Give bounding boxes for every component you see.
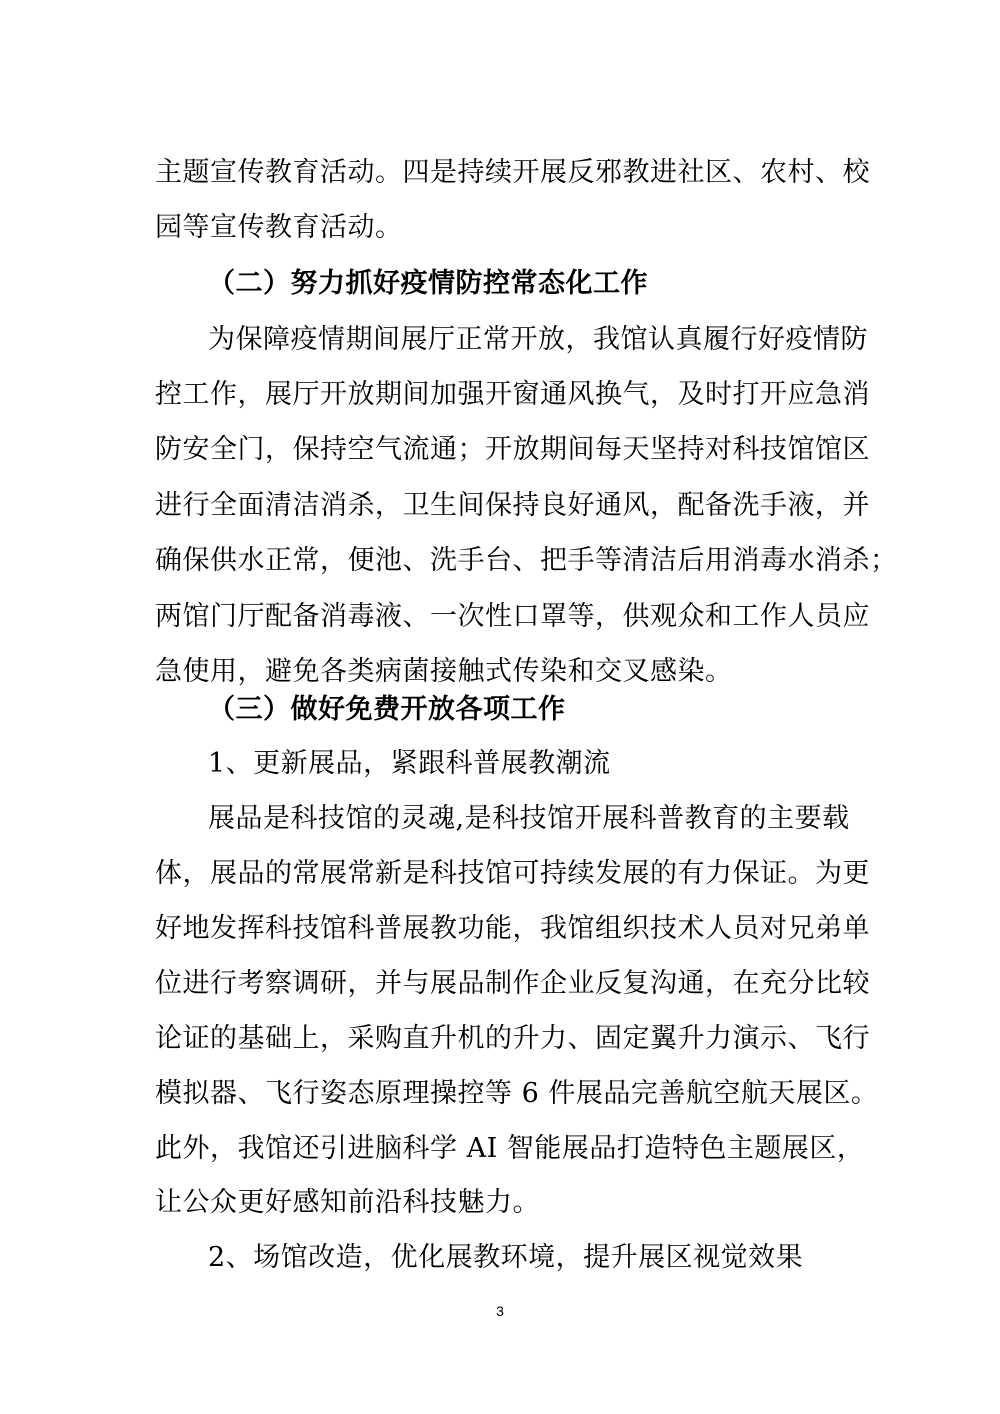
paragraph-line: 为保障疫情期间展厅正常开放，我馆认真履行好疫情防 bbox=[208, 324, 868, 355]
paragraph-line: 急使用，避免各类病菌接触式传染和交叉感染。 bbox=[155, 656, 733, 687]
paragraph-line: 好地发挥科技馆科普展教功能，我馆组织技术人员对兄弟单 bbox=[155, 913, 870, 944]
paragraph-line: 进行全面清洁消杀，卫生间保持良好通风，配备洗手液，并 bbox=[155, 490, 870, 521]
paragraph-line: 展品是科技馆的灵魂,是科技馆开展科普教育的主要载 bbox=[208, 803, 850, 834]
paragraph-line: 此外，我馆还引进脑科学 AI 智能展品打造特色主题展区， bbox=[155, 1133, 865, 1164]
paragraph-line: 论证的基础上，采购直升机的升力、固定翼升力演示、飞行 bbox=[155, 1023, 870, 1054]
page-number: 3 bbox=[496, 1303, 504, 1319]
subsection-heading: 1、更新展品，紧跟科普展教潮流 bbox=[208, 748, 611, 779]
paragraph-line: 防安全门，保持空气流通；开放期间每天坚持对科技馆馆区 bbox=[155, 434, 870, 465]
paragraph-line: 控工作，展厅开放期间加强开窗通风换气，及时打开应急消 bbox=[155, 379, 870, 410]
paragraph-line: 主题宣传教育活动。四是持续开展反邪教进社区、农村、校 bbox=[155, 157, 870, 188]
section-heading: （二）努力抓好疫情防控常态化工作 bbox=[208, 268, 648, 299]
paragraph-line: 位进行考察调研，并与展品制作企业反复沟通，在充分比较 bbox=[155, 968, 870, 999]
paragraph-line: 园等宣传教育活动。 bbox=[155, 212, 403, 243]
paragraph-line: 两馆门厅配备消毒液、一次性口罩等，供观众和工作人员应 bbox=[155, 601, 870, 632]
section-heading: （三）做好免费开放各项工作 bbox=[208, 694, 566, 725]
paragraph-line: 让公众更好感知前沿科技魅力。 bbox=[155, 1187, 540, 1218]
paragraph-line: 体，展品的常展常新是科技馆可持续发展的有力保证。为更 bbox=[155, 858, 870, 889]
subsection-heading: 2、场馆改造，优化展教环境，提升展区视觉效果 bbox=[208, 1242, 804, 1273]
paragraph-line: 模拟器、飞行姿态原理操控等 6 件展品完善航空航天展区。 bbox=[155, 1078, 879, 1109]
paragraph-line: 确保供水正常，便池、洗手台、把手等清洁后用消毒水消杀； bbox=[155, 545, 898, 576]
